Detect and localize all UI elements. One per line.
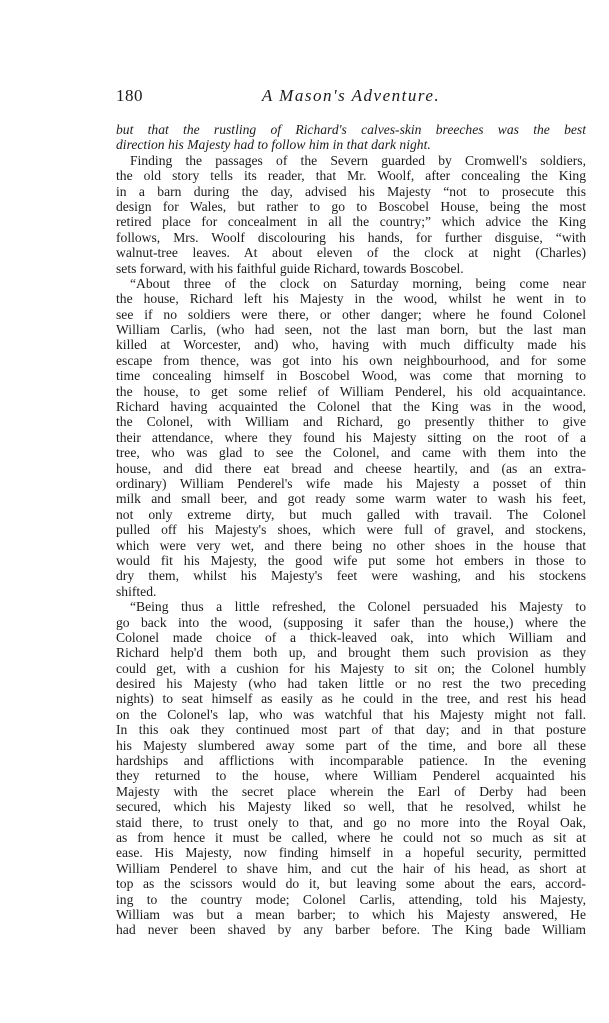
text-line: see if no soldiers were there, or other danger; where he found Colonel	[116, 306, 586, 322]
text-line: retired place for concealment in all the country;” which advice the King	[116, 214, 586, 230]
text-line: would fit his Majesty, the good wife put some hot embers in those to	[116, 552, 586, 568]
text-line: killed at Worcester, and) who, having with much difficulty made his	[116, 337, 586, 353]
text-line: milk and small beer, and got ready some warm water to wash his feet,	[116, 491, 586, 507]
text-line: “Being thus a little refreshed, the Colonel persuaded his Majesty to	[130, 599, 586, 615]
text-line: ordinary) William Penderel's wife made his Majesty a posset of thin	[116, 475, 586, 491]
text-line: ease. His Majesty, now finding himself in a hopeful security, permitted	[116, 845, 586, 861]
text-line: Richard help'd them both up, and brought them such provision as they	[116, 645, 586, 661]
text-line: the house, to get some relief of William Penderel, his old acquaintance.	[116, 383, 586, 399]
running-head: A Mason's Adventure.	[261, 86, 441, 105]
text-line: sets forward, with his faithful guide Richard, towards Boscobel.	[116, 260, 464, 276]
text-line: as from hence it must be called, where he could not so much as sit at	[116, 829, 586, 845]
text-line: go back into the wood, (supposing it safer than the house,) where the	[116, 614, 586, 630]
text-line: walnut-tree leaves. At about eleven of the clock at night (Charles)	[116, 245, 586, 261]
text-line: tree, who was glad to see the Colonel, and came with them into the	[116, 445, 586, 461]
text-line: ing to the country mode; Colonel Carlis, attending, told his Majesty,	[116, 891, 586, 907]
text-line: Majesty with the secret place wherein the Earl of Derby had been	[116, 783, 586, 799]
text-line: nights) to seat himself as easily as he could in the tree, and rest his head	[116, 691, 586, 707]
text-line: Colonel made choice of a thick-leaved oak, into which William and	[116, 629, 586, 645]
page-number: 180	[116, 86, 143, 105]
text-line: but that the rustling of Richard's calves-skin breeches was the best	[116, 122, 586, 137]
text-line: they returned to the house, where William Penderel acquainted his	[116, 768, 586, 784]
page-header	[116, 86, 586, 110]
text-line: William was but a mean barber; to which his Majesty answered, He	[116, 906, 586, 922]
text-line: hardships and afflictions with incomparable patience. In the evening	[116, 753, 586, 769]
text-line: desired his Majesty (who had taken little or no rest the two preceding	[116, 676, 586, 692]
text-line: shifted.	[116, 583, 157, 599]
text-line: their attendance, where they found his Majesty sitting on the root of a	[116, 429, 586, 445]
text-line: Finding the passages of the Severn guarded by Cromwell's soldiers,	[130, 152, 586, 168]
text-line: his Majesty slumbered away some part of the time, and bore all these	[116, 737, 586, 753]
text-line: follows, Mrs. Woolf discolouring his hands, for further disguise, “with	[116, 229, 586, 245]
text-line: In this oak they continued most part of that day; and in that posture	[116, 722, 586, 738]
text-line: the old story tells its reader, that Mr. Woolf, after concealing the King	[116, 168, 586, 184]
text-line: escape from thence, was got into his own neighbourhood, and for some	[116, 352, 586, 368]
text-line: which were very wet, and there being no other shoes in the house that	[116, 537, 586, 553]
text-line: could get, with a cushion for his Majesty to sit on; the Colonel humbly	[116, 660, 586, 676]
text-line: the house, Richard left his Majesty in the wood, whilst he went in to	[116, 291, 586, 307]
text-line: pulled off his Majesty's shoes, which were full of gravel, and stockens,	[116, 522, 586, 538]
text-line: in a barn during the day, advised his Majesty “not to prosecute this	[116, 183, 586, 199]
text-line: house, and did there eat bread and cheese heartily, and (as an extra-	[116, 460, 586, 476]
text-line: “About three of the clock on Saturday morning, being come near	[130, 275, 586, 291]
text-line: secured, which his Majesty liked so well, that he resolved, whilst he	[116, 799, 586, 815]
text-line: not only extreme dirty, but much galled with travail. The Colonel	[116, 506, 586, 522]
text-line: the Colonel, with William and Richard, go presently thither to give	[116, 414, 586, 430]
text-line: staid there, to trust onely to that, and go no more into the Royal Oak,	[116, 814, 586, 830]
text-line: on the Colonel's lap, who was watchful that his Majesty might not fall.	[116, 706, 586, 722]
text-line: dry them, whilst his Majesty's feet were washing, and his stockens	[116, 568, 586, 584]
text-line: Richard having acquainted the Colonel that the King was in the wood,	[116, 399, 586, 415]
text-line: design for Wales, but rather to go to Boscobel House, being the most	[116, 198, 586, 214]
body-text	[116, 122, 586, 938]
text-line: time concealing himself in Boscobel Wood, was come that morning to	[116, 368, 586, 384]
text-line: direction his Majesty had to follow him in that dark night.	[116, 137, 431, 153]
text-line: William Carlis, (who had seen, not the last man born, but the last man	[116, 322, 586, 338]
text-line: William Penderel to shave him, and cut the hair of his head, as short at	[116, 860, 586, 876]
text-line: top as the scissors would do it, but leaving some about the ears, accord-	[116, 876, 586, 892]
text-line: had never been shaved by any barber before. The King bade William	[116, 922, 586, 938]
